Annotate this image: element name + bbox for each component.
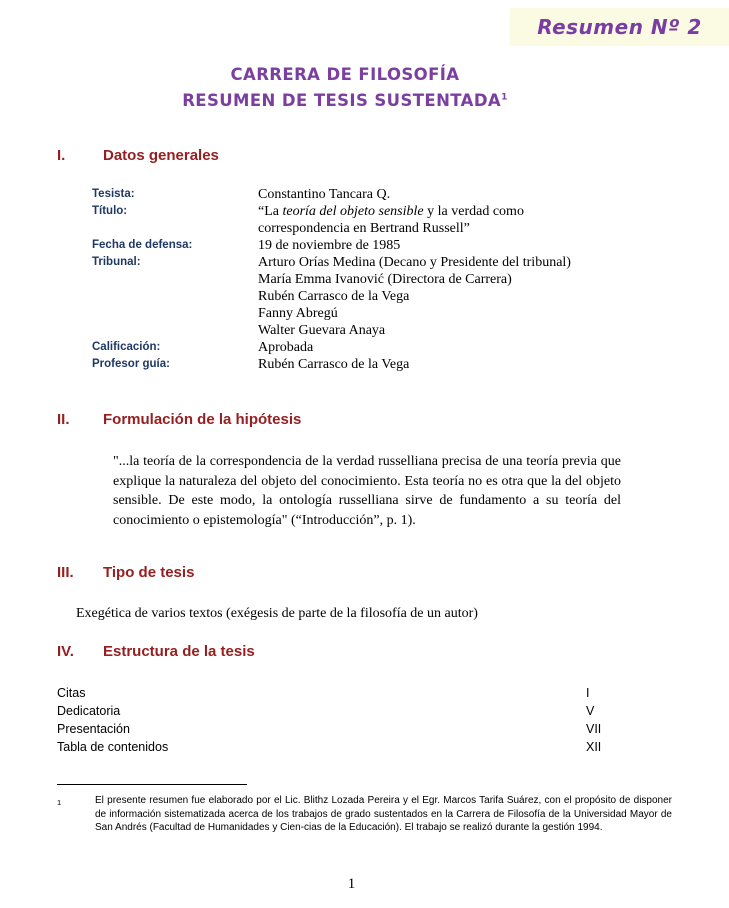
section-numeral-ii: II. <box>57 411 70 428</box>
tribunal-member: Arturo Orías Medina (Decano y Presidente del tribunal) <box>258 255 571 270</box>
list-item <box>57 720 617 738</box>
section-numeral-i: I. <box>57 147 66 164</box>
table-row-fecha <box>92 237 571 254</box>
value-fecha-defensa: 19 de noviembre de 1985 <box>258 238 401 253</box>
list-item <box>57 684 617 702</box>
value-titulo-line1 <box>258 203 571 220</box>
label-calificacion: Calificación: <box>92 341 161 353</box>
estructura-list <box>57 684 617 756</box>
document-title <box>0 62 690 114</box>
tribunal-member: Rubén Carrasco de la Vega <box>258 289 410 304</box>
value-tesista: Constantino Tancara Q. <box>258 187 391 202</box>
resumen-number-label: Resumen Nº 2 <box>537 15 702 39</box>
page-number: 1 <box>347 876 356 892</box>
section-label-datos-generales: Datos generales <box>103 147 219 164</box>
title-resumen-text: RESUMEN DE TESIS SUSTENTADA <box>182 91 502 110</box>
section-heading-estructura-tesis <box>57 643 255 660</box>
title-line-resumen <box>0 88 690 114</box>
footnote-separator-rule <box>57 784 247 785</box>
footnote <box>57 794 672 835</box>
hipotesis-quote: "...la teoría de la correspondencia de la verdad russelliana precisa de una teoría previa que explique la naturaleza del objeto del conocimiento. Esta teoría no es otra que la del objeto sensible. De este modo, la ontología russelliana sirve de fundamento a su teoría del conocimiento o epistemología" (“Introducción”, p. 1). <box>113 454 621 528</box>
tribunal-member: María Emma Ivanović (Directora de Carrera) <box>258 272 512 287</box>
titulo-quote-open: “La <box>258 204 283 219</box>
footnote-marker: 1 <box>57 798 62 807</box>
tribunal-member: Walter Guevara Anaya <box>258 323 386 338</box>
section-numeral-iv: IV. <box>57 643 74 660</box>
section-label-formulacion-hipotesis: Formulación de la hipótesis <box>103 411 302 428</box>
table-row-calificacion <box>92 339 571 356</box>
list-item <box>57 738 617 756</box>
section-label-tipo-de-tesis: Tipo de tesis <box>103 564 195 581</box>
estructura-entry-name: Dedicatoria <box>57 704 121 718</box>
value-titulo <box>258 203 571 237</box>
footnote-text: El presente resumen fue elaborado por el Lic. Blithz Lozada Pereira y el Egr. Marcos Tarifa Suárez, con el propósito de disponer de información sistematizada acerca de los trabajos de grado sustentados en la Carrera de Filosofía de la Universidad Mayor de San Andrés (Facultad de Humanidades y Cien-cias de la Educación). El trabajo se realizó durante la gestión 1994. <box>95 795 672 833</box>
estructura-entry-name: Citas <box>57 686 86 700</box>
estructura-entry-page: VII <box>586 722 602 736</box>
value-profesor-guia: Rubén Carrasco de la Vega <box>258 357 410 372</box>
resumen-number-badge <box>510 8 729 46</box>
section-heading-datos-generales <box>57 147 219 164</box>
estructura-entry-page: XII <box>586 740 602 754</box>
label-profesor-guia: Profesor guía: <box>92 358 170 370</box>
list-item <box>57 702 617 720</box>
table-row-profesor-guia <box>92 356 571 373</box>
estructura-entry-name: Tabla de contenidos <box>57 740 169 754</box>
table-row-tesista <box>92 186 571 203</box>
estructura-entry-name: Presentación <box>57 722 130 736</box>
section-label-estructura-tesis: Estructura de la tesis <box>103 643 255 660</box>
table-row-tribunal <box>92 254 571 339</box>
value-tribunal <box>258 254 571 339</box>
label-fecha-defensa: Fecha de defensa: <box>92 239 193 251</box>
value-calificacion: Aprobada <box>258 340 314 355</box>
titulo-italic-phrase: teoría del objeto sensible <box>282 204 424 219</box>
datos-generales-table <box>92 186 571 373</box>
title-footnote-marker: 1 <box>501 92 508 103</box>
tribunal-member: Fanny Abregú <box>258 306 338 321</box>
section-heading-formulacion-hipotesis <box>57 411 301 428</box>
label-titulo: Título: <box>92 205 128 217</box>
label-tesista: Tesista: <box>92 188 135 200</box>
label-tribunal: Tribunal: <box>92 256 141 268</box>
value-titulo-line2: correspondencia en Bertrand Russell” <box>258 221 470 236</box>
titulo-rest: y la verdad como <box>423 204 524 219</box>
table-row-titulo <box>92 203 571 237</box>
tipo-de-tesis-text: Exegética de varios textos (exégesis de parte de la filosofía de un autor) <box>76 606 478 621</box>
title-line-carrera: CARRERA DE FILOSOFÍA <box>230 65 460 84</box>
estructura-entry-page: V <box>586 704 595 718</box>
estructura-entry-page: I <box>586 686 590 700</box>
section-heading-tipo-de-tesis <box>57 564 194 581</box>
section-numeral-iii: III. <box>57 564 74 581</box>
